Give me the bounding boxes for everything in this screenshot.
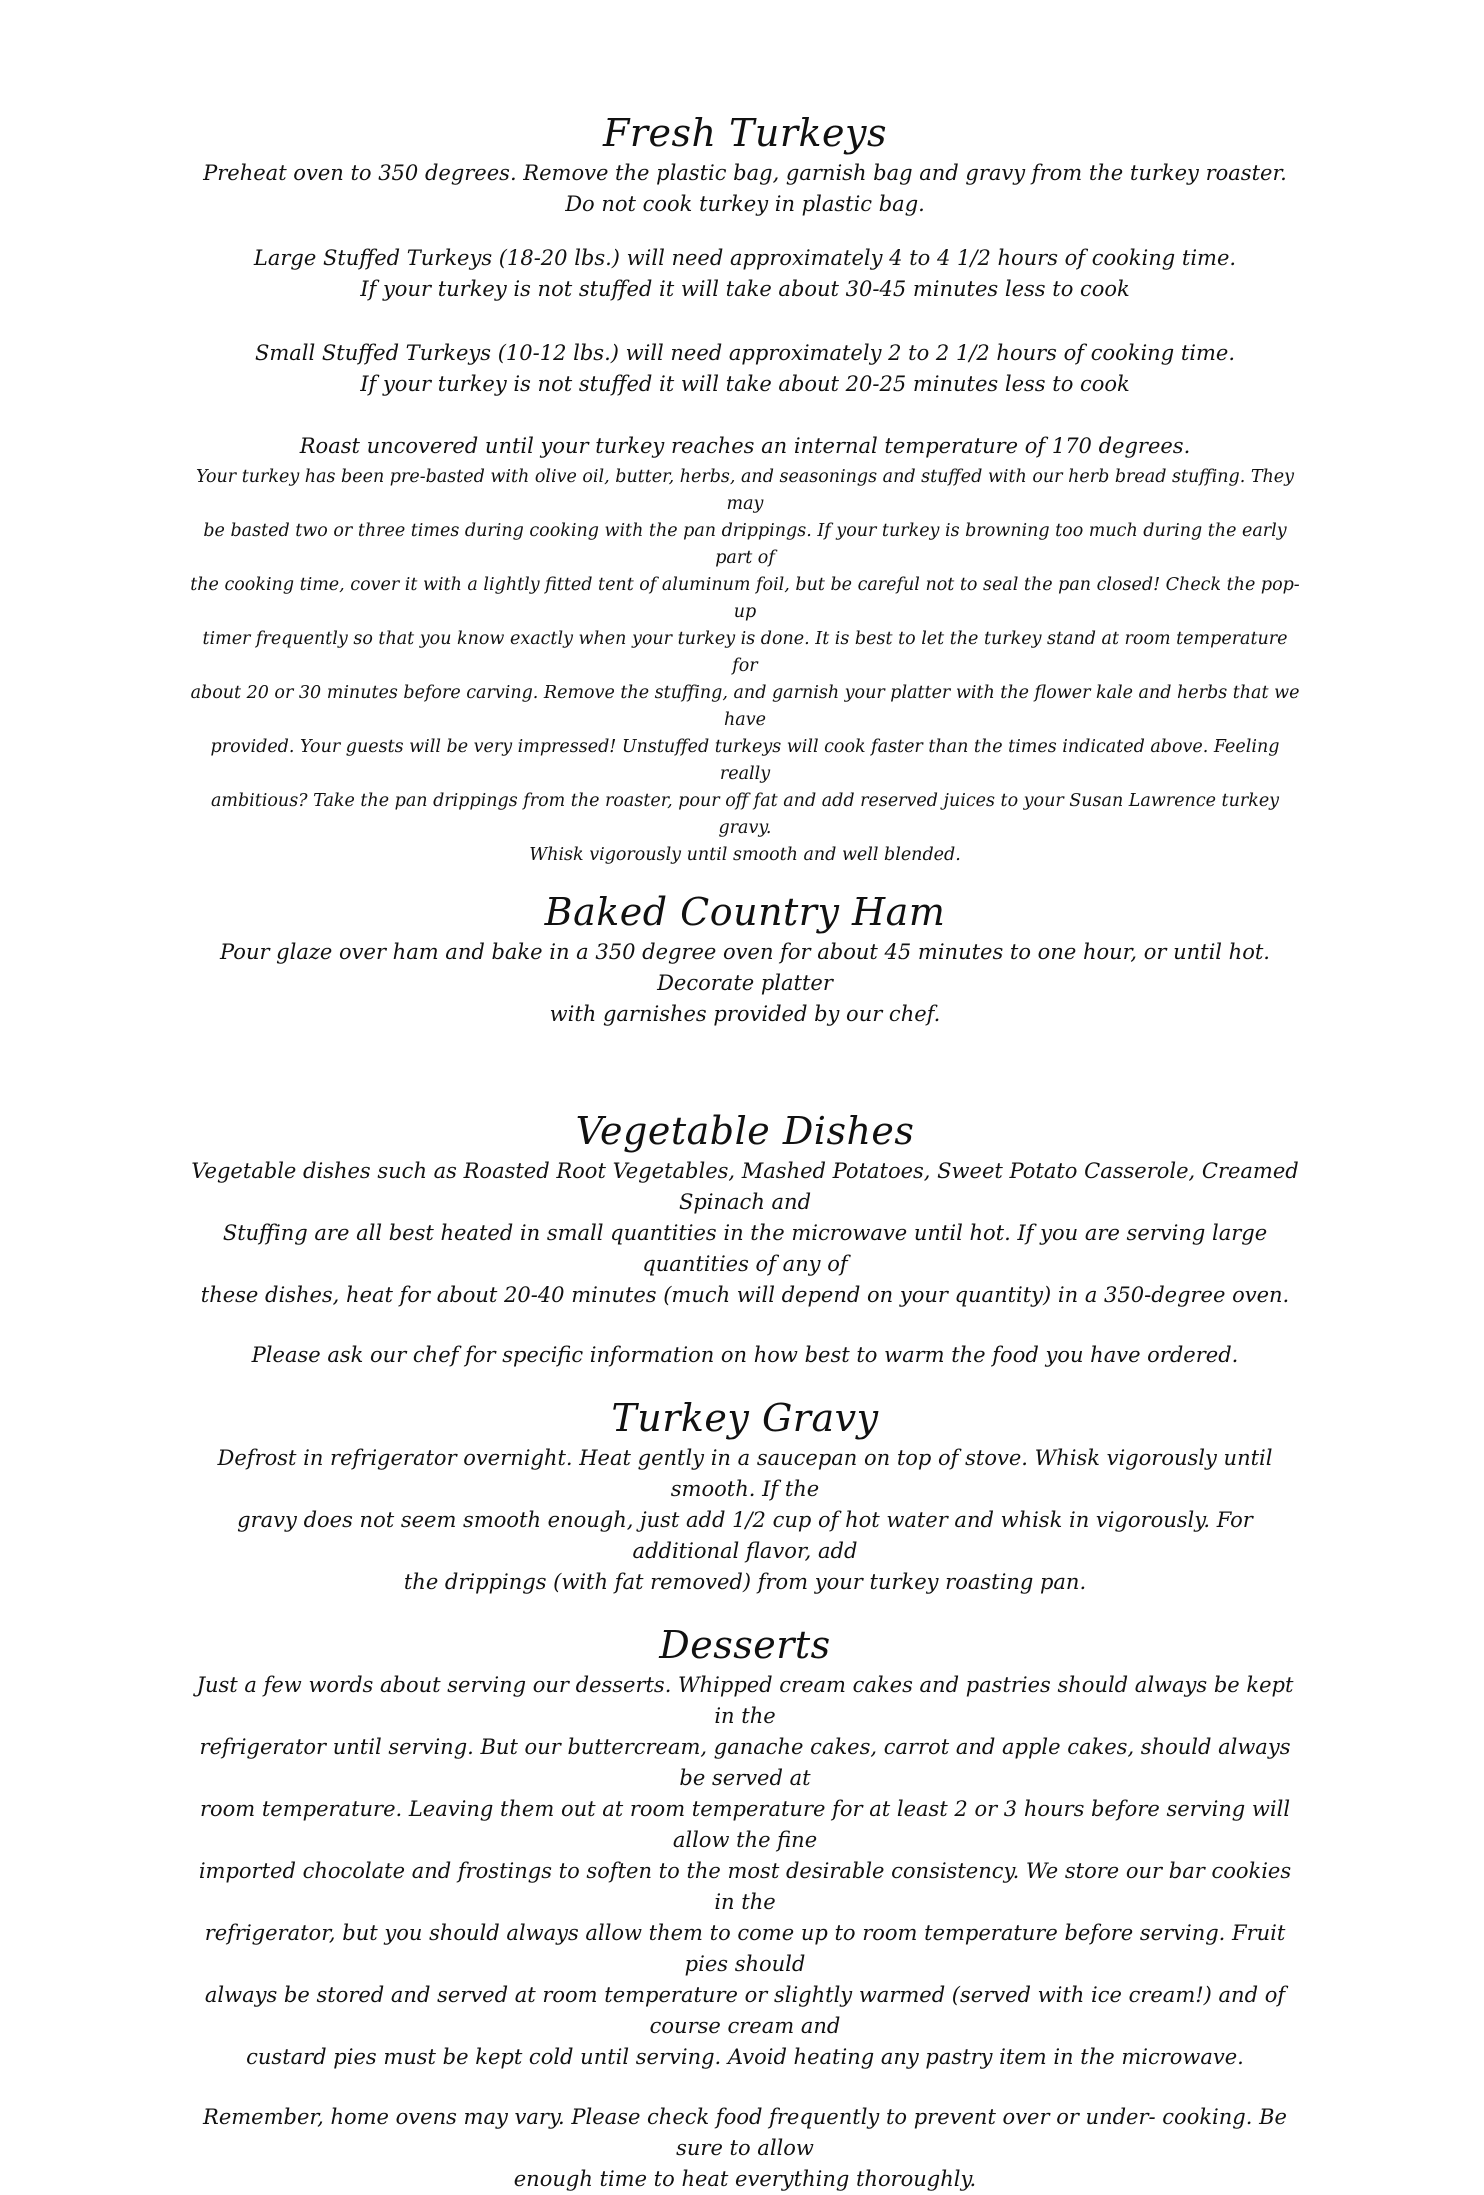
text-line: provided. Your guests will be very impressed! Unstuffed turkeys will cook faster than the times indicated above. Feeling really (210, 737, 1280, 784)
text-line: Preheat oven to 350 degrees. Remove the plastic bag, garnish bag and gravy from the turkey roaster. (203, 161, 1287, 185)
text-line: If your turkey is not stuffed it will take about 30-45 minutes less to cook (360, 277, 1130, 301)
text-line: Stuffing are all best heated in small quantities in the microwave until hot. If you are serving large quantities of any of (222, 1221, 1268, 1276)
text-line: Vegetable dishes such as Roasted Root Vegetables, Mashed Potatoes, Sweet Potato Casserole, Creamed Spinach and (191, 1159, 1299, 1214)
text-line: be basted two or three times during cooking with the pan drippings. If your turkey is browning too much during the early part of (203, 521, 1287, 568)
text-line: the drippings (with fat removed) from your turkey roasting pan. (403, 1570, 1087, 1594)
text-line: Defrost in refrigerator overnight. Heat gently in a saucepan on top of stove. Whisk vigorously until smooth. If the (217, 1446, 1273, 1501)
text-line: Remember, home ovens may vary. Please check food frequently to prevent over or under- cooking. Be sure to allow (203, 2105, 1287, 2160)
text-line: the cooking time, cover it with a lightly fitted tent of aluminum foil, but be careful not to seal the pan closed! Check the pop-up (190, 575, 1300, 622)
ham-heading: Baked Country Ham (544, 890, 946, 934)
text-line: room temperature. Leaving them out at room temperature for at least 2 or 3 hours before serving will allow the fine (199, 1797, 1291, 1852)
ham-paragraph (190, 937, 1300, 1030)
text-line: ambitious? Take the pan drippings from the roaster, pour off fat and add reserved juices to your Susan Lawrence turkey gravy. (210, 791, 1280, 838)
text-line: Your turkey has been pre-basted with olive oil, butter, herbs, and seasonings and stuffed with our herb bread stuffing. They may (195, 467, 1295, 514)
small-turkey-paragraph (190, 338, 1300, 400)
large-turkey-paragraph (190, 243, 1300, 305)
desserts-paragraph (190, 1670, 1300, 2073)
text-line: Small Stuffed Turkeys (10-12 lbs.) will need approximately 2 to 2 1/2 hours of cooking time. (254, 341, 1235, 365)
instructions-page (190, 108, 1300, 2195)
text-line: Large Stuffed Turkeys (18-20 lbs.) will need approximately 4 to 4 1/2 hours of cooking time. (253, 246, 1237, 270)
remember-paragraph (190, 2102, 1300, 2195)
gravy-paragraph (190, 1443, 1300, 1598)
text-line: imported chocolate and frostings to soften to the most desirable consistency. We store our bar cookies in the (198, 1859, 1292, 1914)
preheat-paragraph (190, 158, 1300, 220)
text-line: these dishes, heat for about 20-40 minutes (much will depend on your quantity) in a 350-degree oven. (200, 1283, 1290, 1307)
text-line: refrigerator, but you should always allow them to come up to room temperature before serving. Fruit pies should (204, 1921, 1286, 1976)
text-line: If your turkey is not stuffed it will take about 20-25 minutes less to cook (360, 372, 1130, 396)
text-line: enough time to heat everything thoroughly. (513, 2167, 977, 2191)
gravy-heading: Turkey Gravy (611, 1396, 879, 1440)
roast-paragraph: Roast uncovered until your turkey reaches an internal temperature of 170 degrees. (299, 434, 1191, 458)
text-line: Whisk vigorously until smooth and well blended. (529, 845, 961, 865)
vegetable-paragraph (190, 1156, 1300, 1311)
vegetable-heading: Vegetable Dishes (575, 1109, 915, 1153)
text-line: timer frequently so that you know exactly when your turkey is done. It is best to let the turkey stand at room temperature for (202, 629, 1288, 676)
desserts-heading: Desserts (659, 1623, 831, 1667)
text-line: custard pies must be kept cold until serving. Avoid heating any pastry item in the microwave. (246, 2045, 1244, 2069)
text-line: Pour glaze over ham and bake in a 350 degree oven for about 45 minutes to one hour, or until hot. Decorate platter (220, 940, 1270, 995)
fresh-turkeys-heading: Fresh Turkeys (602, 111, 888, 155)
ask-chef-paragraph: Please ask our chef for specific information on how best to warm the food you have ordered. (251, 1343, 1239, 1367)
text-line: Just a few words about serving our desserts. Whipped cream cakes and pastries should always be kept in the (196, 1673, 1294, 1728)
text-line: always be stored and served at room temperature or slightly warmed (served with ice cream!) and of course cream and (204, 1983, 1286, 2038)
text-line: about 20 or 30 minutes before carving. Remove the stuffing, and garnish your platter with the flower kale and herbs that we have (190, 683, 1300, 730)
text-line: Do not cook turkey in plastic bag. (565, 192, 925, 216)
text-line: gravy does not seem smooth enough, just add 1/2 cup of hot water and whisk in vigorously. For additional flavor, add (237, 1508, 1253, 1563)
text-line: refrigerator until serving. But our buttercream, ganache cakes, carrot and apple cakes, should always be served at (199, 1735, 1291, 1790)
turkey-notes-paragraph (190, 464, 1300, 869)
text-line: with garnishes provided by our chef. (549, 1002, 941, 1026)
